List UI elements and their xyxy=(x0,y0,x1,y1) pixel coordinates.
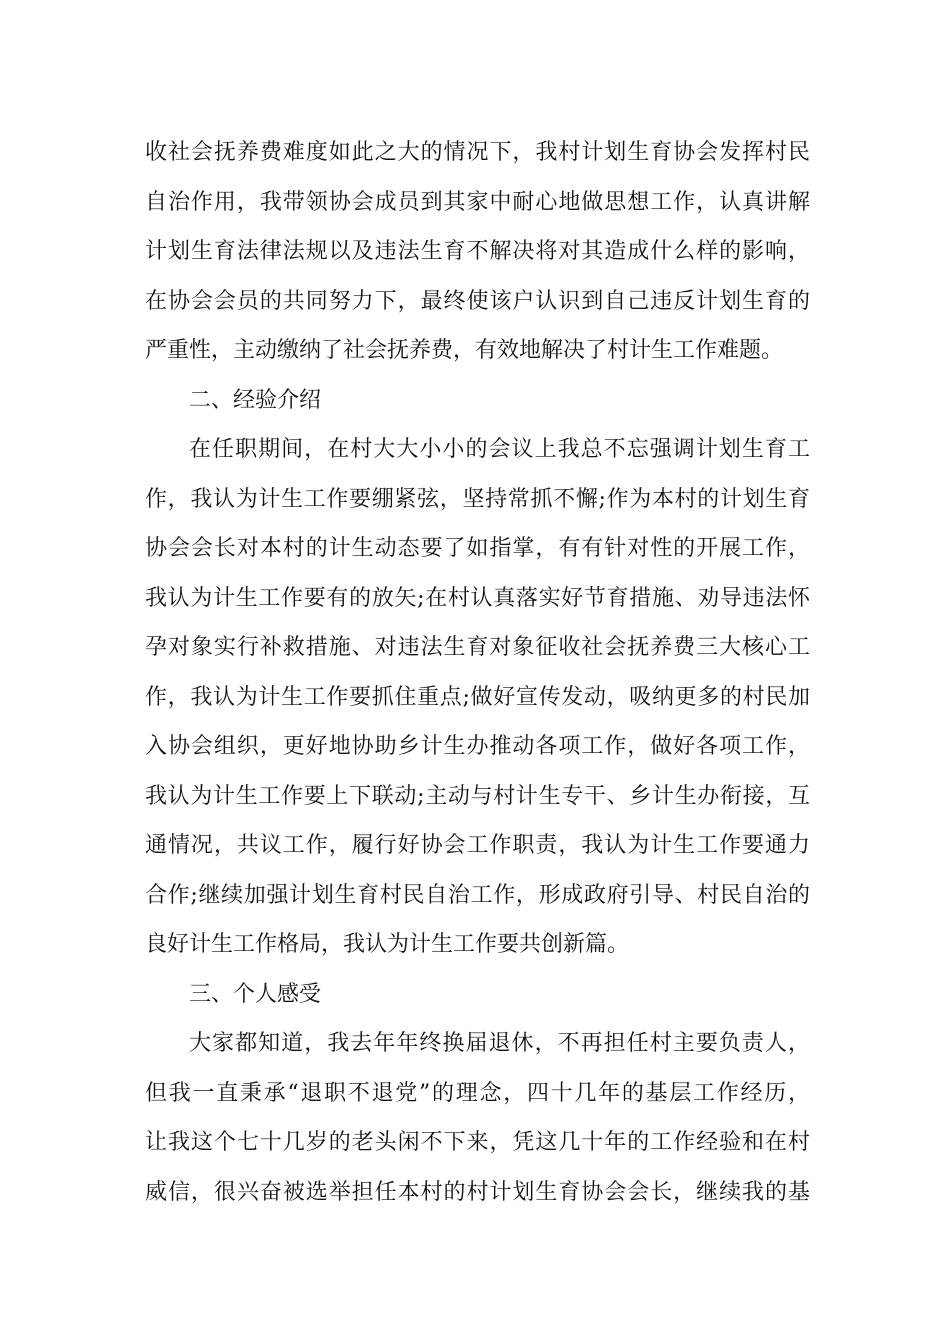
text-line: 在协会会员的共同努力下，最终使该户认识到自己违反计划生育的 xyxy=(145,288,810,314)
text-line: 大家都知道，我去年年终换届退休，不再担任村主要负责人， xyxy=(189,1031,810,1056)
document-body xyxy=(145,128,810,1217)
text-line: 威信，很兴奋被选举担任本村的村计划生育协会会长，继续我的基 xyxy=(145,1179,810,1205)
text-line: 通情况，共议工作，履行好协会工作职责，我认为计生工作要通力 xyxy=(145,833,810,858)
text-line: 作，我认为计生工作要绷紧弦，坚持常抓不懈;作为本村的计划生育 xyxy=(145,486,810,512)
text-line: 我认为计生工作要上下联动;主动与村计生专干、乡计生办衔接，互 xyxy=(145,783,810,809)
text-line: 协会会长对本村的计生动态要了如指掌，有有针对性的开展工作， xyxy=(145,536,810,561)
text-line: 合作;继续加强计划生育村民自治工作，形成政府引导、村民自治的 xyxy=(145,882,810,908)
section-heading: 二、经验介绍 xyxy=(189,387,322,413)
text-line: 计划生育法律法规以及违法生育不解决将对其造成什么样的影响， xyxy=(145,239,810,264)
text-line: 入协会组织，更好地协助乡计生办推动各项工作，做好各项工作， xyxy=(145,734,810,759)
text-line: 让我这个七十几岁的老头闲不下来，凭这几十年的工作经验和在村 xyxy=(145,1130,810,1155)
text-line: 孕对象实行补救措施、对违法生育对象征收社会抚养费三大核心工 xyxy=(145,635,810,660)
text-line: 作，我认为计生工作要抓住重点;做好宣传发动，吸纳更多的村民加 xyxy=(145,684,810,710)
text-line: 我认为计生工作要有的放矢;在村认真落实好节育措施、劝导违法怀 xyxy=(145,585,810,611)
section-heading: 三、个人感受 xyxy=(189,981,322,1007)
text-line: 在任职期间，在村大大小小的会议上我总不忘强调计划生育工 xyxy=(189,437,810,462)
text-line: 收社会抚养费难度如此之大的情况下，我村计划生育协会发挥村民 xyxy=(145,140,810,165)
text-line: 但我一直秉承“退职不退党”的理念，四十几年的基层工作经历， xyxy=(145,1080,810,1106)
text-line: 自治作用，我带领协会成员到其家中耐心地做思想工作，认真讲解 xyxy=(145,189,810,215)
text-line: 严重性，主动缴纳了社会抚养费，有效地解决了村计生工作难题。 xyxy=(145,338,784,363)
text-line: 良好计生工作格局，我认为计生工作要共创新篇。 xyxy=(145,932,630,957)
